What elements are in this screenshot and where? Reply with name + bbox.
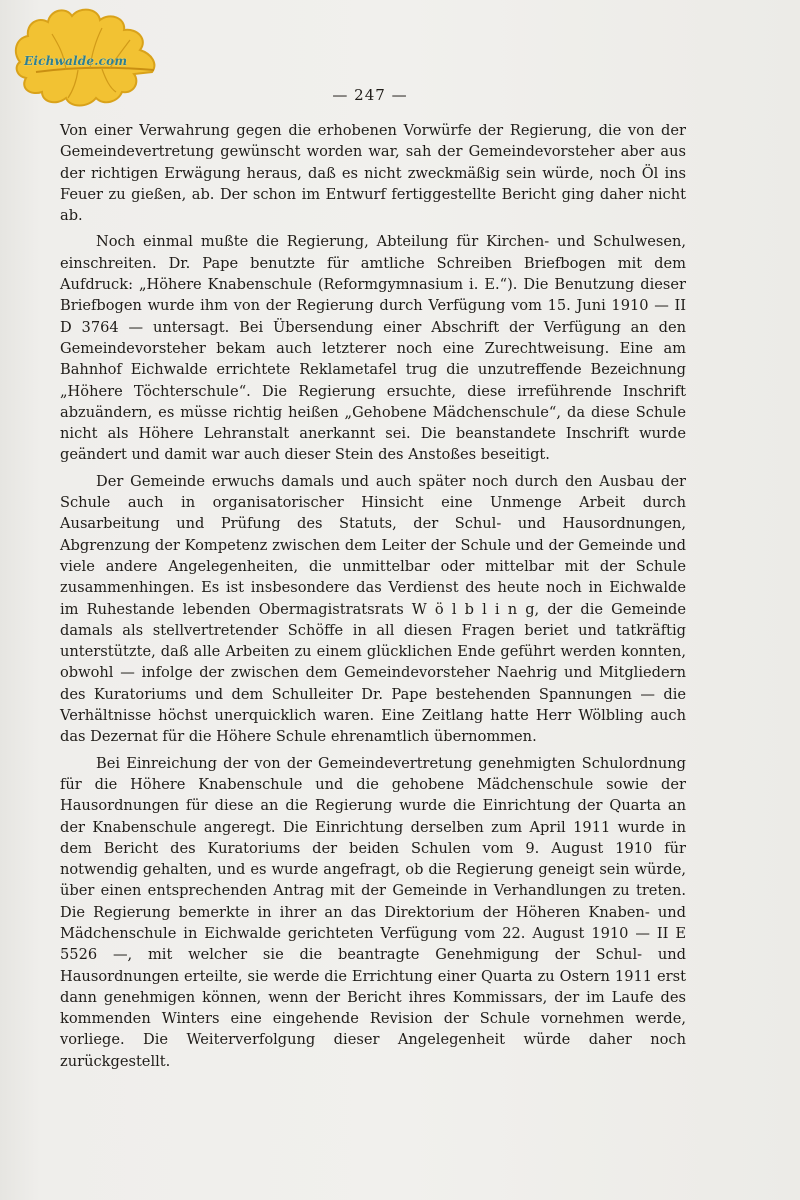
paragraph: Der Gemeinde erwuchs damals und auch später noch durch den Ausbau der Schule auch in organisatorischer Hinsicht eine Unmenge Arbeit durch Ausarbeitung und Prüfung des Statuts, der Schul- und Hausordnungen, Abgrenzung der Kompetenz zwischen dem Leiter der Schule und der Gemeinde und viele andere Angelegenheiten, die unmittelbar oder mittelbar mit der Schule zusammenhingen. Es ist insbesondere das Verdienst des heute noch in Eichwalde im Ruhestande lebenden Obermagistratsrats W ö l b l i n g, der die Gemeinde damals als stellvertretender Schöffe in all diesen Fragen beriet und tatkräftig unterstützte, daß alle Arbeiten zu einem glücklichen Ende geführt werden konnten, obwohl — infolge der zwischen dem Gemeindevorsteher Naehrig und Mitgliedern des Kuratoriums und dem Schulleiter Dr. Pape bestehenden Spannungen — die Verhältnisse höchst unerquicklich waren. Eine Zeitlang hatte Herr Wölbling auch das Dezernat für die Höhere Schule ehrenamtlich übernommen. xyxy=(60,472,686,746)
paragraph: Noch einmal mußte die Regierung, Abteilung für Kirchen- und Schulwesen, einschreiten. Dr. Pape benutzte für amtliche Schreiben Briefbogen mit dem Aufdruck: „Höhere Knabenschule (Reformgymnasium i. E.“). Die Benutzung dieser Briefbogen wurde ihm von der Regierung durch Verfügung vom 15. Juni 1910 — II D 3764 — untersagt. Bei Übersendung einer Abschrift der Verfügung an den Gemeindevorsteher bekam auch letzterer noch eine Zurechtweisung. Eine am Bahnhof Eichwalde errichtete Reklametafel trug die unzutreffende Bezeichnung „Höhere Töchterschule“. Die Regierung ersuchte, diese irreführende Inschrift abzuändern, es müsse richtig heißen „Gehobene Mädchenschule“, da diese Schule nicht als Höhere Lehranstalt anerkannt sei. Die beanstandete Inschrift wurde geändert und damit war auch dieser Stein des Anstoßes beseitigt. xyxy=(60,233,686,464)
logo-text: Eichwalde.com xyxy=(24,54,128,68)
body-text xyxy=(60,120,686,1077)
paragraph: Bei Einreichung der von der Gemeindevertretung genehmigten Schulordnung für die Höhere Knabenschule und die gehobene Mädchenschule sowie der Hausordnungen für diese an die Regierung wurde die Einrichtung der Quarta an der Knabenschule angeregt. Die Einrichtung derselben zum April 1911 wurde in dem Bericht des Kuratoriums der beiden Schulen vom 9. August 1910 für notwendig gehalten, und es wurde angefragt, ob die Regierung geneigt sein würde, über einen entsprechenden Antrag mit der Gemeinde in Verhandlungen zu treten. Die Regierung bemerkte in ihrer an das Direktorium der Höheren Knaben- und Mädchenschule in Eichwalde gerichteten Verfügung vom 22. August 1910 — II E 5526 —, mit welcher sie die beantragte Genehmigung der Schul- und Hausordnungen erteilte, sie werde die Errichtung einer Quarta zu Ostern 1911 erst dann genehmigen können, wenn der Bericht ihres Kommissars, der im Laufe des kommenden Winters eine eingehende Revision der Schule vornehmen werde, vorliege. Die Weiterverfolgung dieser Angelegenheit würde daher noch zurückgestellt. xyxy=(60,754,686,1070)
page-number: — 247 — xyxy=(332,86,408,104)
paragraph: Von einer Verwahrung gegen die erhobenen Vorwürfe der Regierung, die von der Gemeindevertretung gewünscht worden war, sah der Gemeindevorsteher aber aus der richtigen Erwägung heraus, daß es nicht zweckmäßig sein würde, noch Öl ins Feuer zu gießen, ab. Der schon im Entwurf fertiggestellte Bericht ging daher nicht ab. xyxy=(60,122,686,225)
